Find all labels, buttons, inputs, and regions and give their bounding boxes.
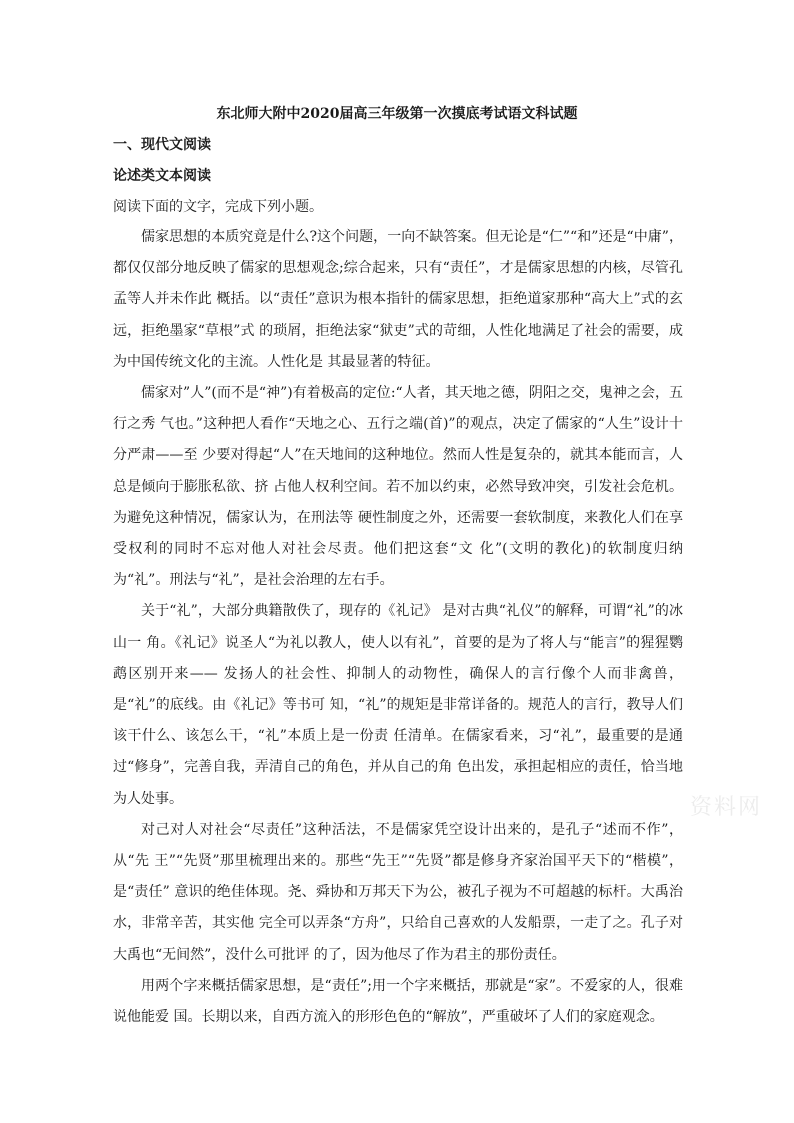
passage-paragraph-3: 关于“礼”，大部分典籍散佚了，现存的《礼记》 是对古典“礼仪”的解释，可谓“礼”的冰山一 角。《礼记》说圣人“为礼以教人，使人以有礼”，首要的是为了将人与“能言”的猩猩鹦鹉区别开来—— 发扬人的社会性、抑制人的动物性，确保人的言行像个人而非禽兽，是“礼”的底线。由《礼记》等书可 知，“礼”的规矩是非常详备的。规范人的言行，教导人们该干什么、该怎么干，“礼”本质上是一份责 任清单。在儒家看来，习“礼”，最重要的是通过“修身”，完善自我，弄清自己的角色，并从自己的角 色出发，承担起相应的责任，恰当地为人处事。 bbox=[113, 603, 683, 807]
reading-instruction: 阅读下面的文字，完成下列小题。 bbox=[113, 199, 323, 215]
reading-passage bbox=[113, 222, 683, 1033]
document-title: 东北师大附中2020届高三年级第一次摸底考试语文科试题 bbox=[216, 106, 578, 122]
watermark: 资料网 bbox=[690, 795, 763, 820]
passage-paragraph-5: 用两个字来概括儒家思想，是“责任”;用一个字来概括，那就是“家”。不爱家的人，很难说他能爱 国。长期以来，自西方流入的形形色色的“解放”，严重破坏了人们的家庭观念。 bbox=[113, 977, 683, 1026]
passage-paragraph-2: 儒家对”人”(而不是“神”)有着极高的定位:“人者，其天地之德，阴阳之交，鬼神之会，五行之秀 气也。”这种把人看作“天地之心、五行之端(首)”的观点，决定了儒家的“人生”设计十分严肃——至 少要对得起“人”在天地间的这种地位。然而人性是复杂的，就其本能而言，人总是倾向于膨胀私欲、挤 占他人权利空间。若不加以约束，必然导致冲突，引发社会危机。为避免这种情况，儒家认为，在刑法等 硬性制度之外，还需要一套软制度，来教化人们在享受权利的同时不忘对他人对社会尽责。他们把这套“文 化”(文明的教化)的软制度归纳为“礼”。刑法与“礼”，是社会治理的左右手。 bbox=[113, 385, 683, 589]
section-heading: 一、现代文阅读 bbox=[113, 137, 211, 153]
passage-paragraph-1: 儒家思想的本质究竟是什么?这个问题，一向不缺答案。但无论是“仁”“和”还是“中庸”，都仅仅部分地反映了儒家的思想观念;综合起来，只有“责任”，才是儒家思想的内核，尽管孔孟等人并未作此 概括。以“责任”意识为根本指针的儒家思想，拒绝道家那种“高大上”式的玄远，拒绝墨家“草根”式 的琐屑，拒绝法家“狱吏”式的苛细，人性化地满足了社会的需要，成为中国传统文化的主流。人性化是 其最显著的特征。 bbox=[113, 229, 683, 370]
passage-paragraph-4: 对己对人对社会“尽责任”这种活法，不是儒家凭空设计出来的，是孔子“述而不作”，从“先 王”“先贤”那里梳理出来的。那些“先王”“先贤”都是修身齐家治国平天下的“楷模”，是“责任” 意识的绝佳体现。尧、舜协和万邦天下为公，被孔子视为不可超越的标杆。大禹治水，非常辛苦，其实他 完全可以弄条“方舟”，只给自己喜欢的人发船票，一走了之。孔子对大禹也“无间然”，没什么可批评 的了，因为他尽了作为君主的那份责任。 bbox=[113, 821, 683, 963]
subsection-heading: 论述类文本阅读 bbox=[113, 168, 211, 184]
